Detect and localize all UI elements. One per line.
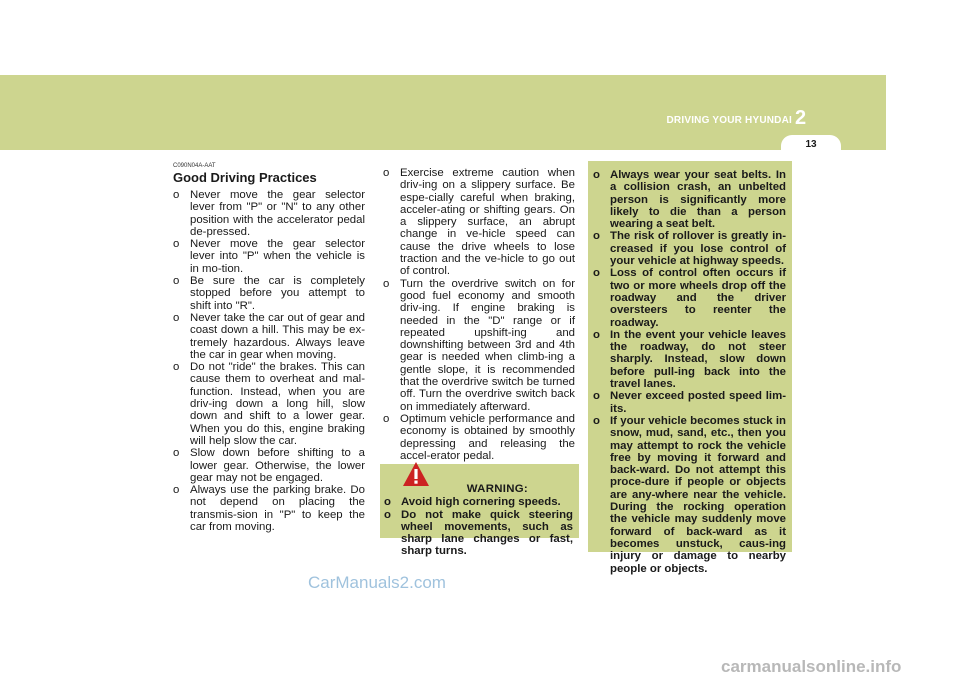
list-item xyxy=(593,329,786,390)
warning-list xyxy=(384,496,573,557)
list-item xyxy=(593,169,786,230)
list-item-text: Exercise extreme caution when driv-ing on a slippery surface. Be espe-cially careful when braking, acceler-ating or shifting gears. On a slippery surface, an abrupt change in ve-hicle speed can cause the drive wheels to lose traction and the ve-hicle to go out of control. xyxy=(400,167,575,278)
bullet-marker: o xyxy=(173,311,180,324)
bullet-marker: o xyxy=(384,508,391,521)
list-item xyxy=(173,447,365,484)
list-item-text: Optimum vehicle performance and economy is obtained by smoothly depressing and releasing the accel-erator pedal. xyxy=(400,412,575,462)
bullet-marker: o xyxy=(593,390,600,403)
list-item xyxy=(593,415,786,575)
list-item xyxy=(593,390,786,415)
bullet-marker: o xyxy=(593,169,600,181)
list-item-text: Slow down before shifting to a lower gear. Otherwise, the lower gear may not be engaged. xyxy=(190,447,365,484)
list-item xyxy=(593,230,786,267)
list-item xyxy=(384,496,573,508)
bullet-marker: o xyxy=(593,230,600,243)
list-item-text: If your vehicle becomes stuck in snow, mud, sand, etc., then you may attempt to rock the vehicle free by moving it forward and back-ward. Do not attempt this proce-dure if people or objects are any-where near the vehicle. During the rocking operation the vehicle may suddenly move forward of back-ward as it becomes unstuck, caus-ing injury or damage to nearby people or objects. xyxy=(610,414,786,575)
list-item-text: Avoid high cornering speeds. xyxy=(401,496,561,509)
list-item-text: Never move the gear selector lever into "P" when the vehicle is in mo-tion. xyxy=(190,238,365,275)
list-item-text: Do not "ride" the brakes. This can cause them to overheat and mal-function. Instead, when you are driv-ing down a long hill, slow down and shift to a lower gear. When you do this, engine braking will help slow the car. xyxy=(190,361,365,447)
list-item-text: Do not make quick steering wheel movements, such as sharp lane changes or fast, sharp turns. xyxy=(401,508,573,558)
list-item-text: Never take the car out of gear and coast down a hill. This may be ex-tremely hazardous. Always leave the car in gear when moving. xyxy=(190,311,365,361)
list-item-text: Be sure the car is completely stopped before you attempt to shift into "R". xyxy=(190,275,365,312)
page-number: 13 xyxy=(805,139,817,150)
bullet-marker: o xyxy=(383,277,390,290)
bullet-marker: o xyxy=(383,412,390,425)
section-heading: Good Driving Practices xyxy=(173,170,317,185)
list-item xyxy=(173,275,365,312)
list-item xyxy=(383,413,575,462)
doc-code: C090N04A-AAT xyxy=(173,163,216,169)
practices-list-continued xyxy=(383,167,575,462)
list-item xyxy=(384,509,573,558)
bullet-marker: o xyxy=(173,238,180,251)
section-label: DRIVING YOUR HYUNDAI xyxy=(666,115,792,126)
bullet-marker: o xyxy=(173,275,180,288)
bullet-marker: o xyxy=(173,189,180,201)
warning-title: WARNING: xyxy=(466,483,528,495)
footer-watermark[interactable]: carmanualsonline.info xyxy=(721,657,902,676)
bullet-marker: o xyxy=(173,361,180,374)
list-item xyxy=(173,361,365,447)
list-item-text: Loss of control often occurs if two or more wheels drop off the roadway and the driver oversteers to reenter the roadway. xyxy=(610,267,786,329)
list-item xyxy=(173,484,365,533)
bullet-marker: o xyxy=(173,484,180,497)
watermark-link[interactable]: CarManuals2.com xyxy=(308,573,446,592)
list-item-text: The risk of rollover is greatly in-creased if you lose control of your vehicle at highway speeds. xyxy=(610,230,786,268)
warning-box xyxy=(380,464,579,558)
list-item xyxy=(173,189,365,238)
column-left xyxy=(173,162,365,533)
list-item xyxy=(173,238,365,275)
column-middle xyxy=(383,167,575,462)
bullet-marker: o xyxy=(173,447,180,460)
list-item-text: Never move the gear selector lever from "P" or "N" to any other position with the accelerator pedal de-pressed. xyxy=(190,189,365,238)
list-item xyxy=(383,167,575,278)
page-tab xyxy=(781,135,841,157)
bullet-marker: o xyxy=(593,328,600,341)
safety-list xyxy=(593,169,786,575)
section-number: 2 xyxy=(795,107,807,129)
safety-box xyxy=(588,161,792,575)
list-item-text: Always use the parking brake. Do not depend on placing the transmis-sion in "P" to keep the car from moving. xyxy=(190,484,365,534)
bullet-marker: o xyxy=(384,496,391,509)
list-item-text: Never exceed posted speed lim-its. xyxy=(610,390,786,415)
list-item-text: Always wear your seat belts. In a collision crash, an unbelted person is significantly more likely to die than a person wearing a seat belt. xyxy=(610,169,786,231)
practices-list xyxy=(173,189,365,533)
header-band xyxy=(0,75,886,150)
list-item xyxy=(593,267,786,328)
bullet-marker: o xyxy=(593,267,600,280)
list-item-text: Turn the overdrive switch on for good fuel economy and smooth driv-ing. If engine braking is needed in the "D" range or if repeated upshift-ing and downshifting between 3rd and 4th gear is needed when climb-ing a gentle slope, it is recommended that the overdrive switch be turned off. Turn the overdrive switch back on immediately afterward. xyxy=(400,277,575,413)
bullet-marker: o xyxy=(383,167,390,179)
bullet-marker: o xyxy=(593,414,600,427)
list-item xyxy=(173,312,365,361)
list-item xyxy=(383,278,575,413)
list-item-text: In the event your vehicle leaves the roadway, do not steer sharply. Instead, slow down before pull-ing back into the travel lanes. xyxy=(610,328,786,391)
